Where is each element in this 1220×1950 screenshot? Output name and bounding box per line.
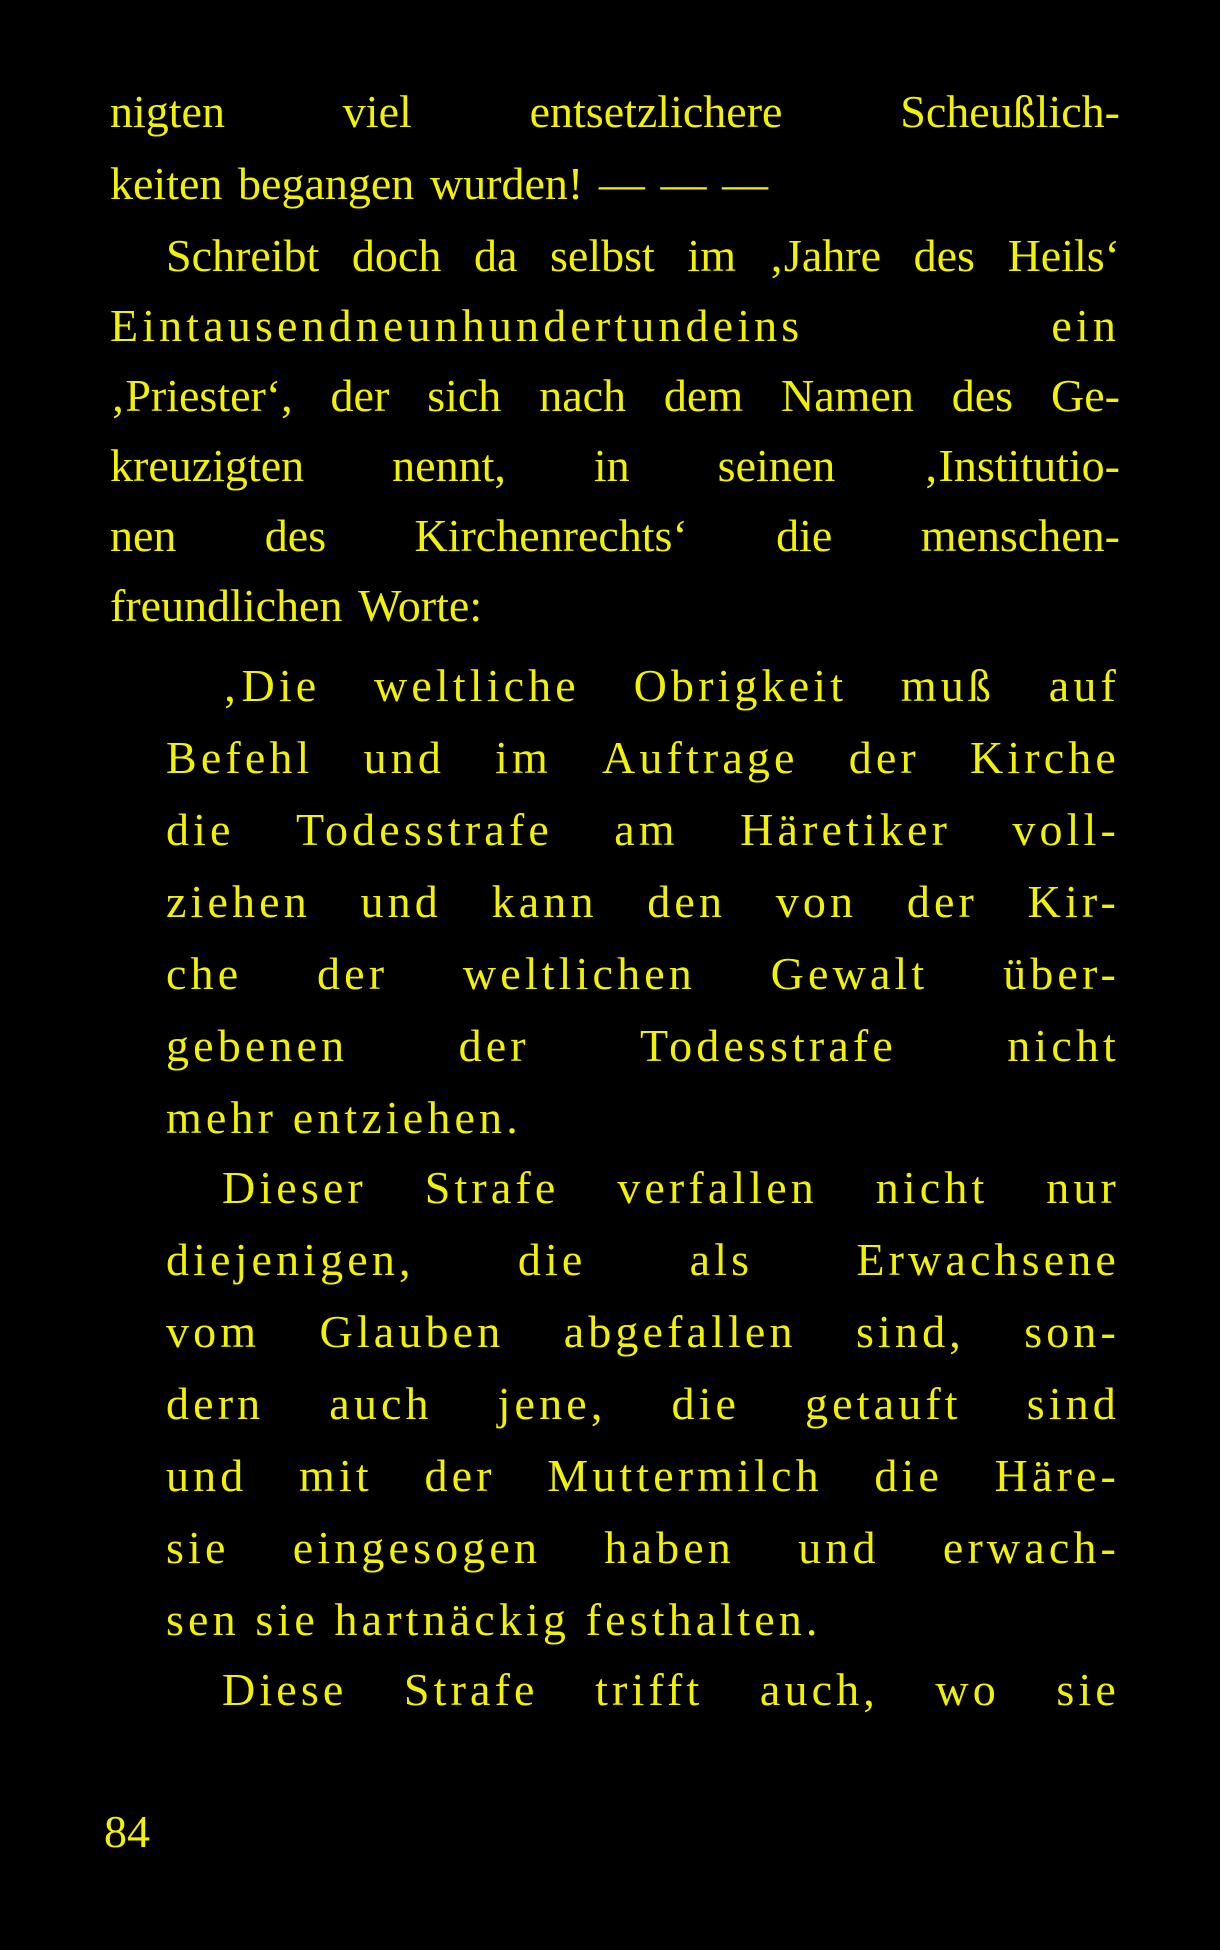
word: Todesstrafe	[295, 804, 553, 855]
quote-line	[166, 1446, 1120, 1506]
word: ein	[1051, 300, 1120, 351]
word: Heils‘	[1007, 230, 1120, 281]
page-number: 84	[104, 1806, 150, 1857]
word: haben	[604, 1522, 735, 1573]
word: sich	[427, 370, 502, 421]
word: freundlichen	[110, 580, 343, 631]
word: Strafe	[403, 1664, 539, 1715]
word: muß	[900, 660, 996, 711]
word: auch	[329, 1378, 433, 1429]
word: auch,	[759, 1664, 879, 1715]
word: abgefallen	[563, 1306, 797, 1357]
word: auf	[1048, 660, 1120, 711]
word: begangen	[238, 158, 415, 209]
word: wurden!	[429, 158, 584, 209]
word: als	[689, 1234, 754, 1285]
word: eingesogen	[292, 1522, 542, 1573]
word: seinen	[717, 440, 836, 491]
quote-line	[166, 800, 1120, 860]
text-line	[166, 226, 1120, 286]
word: sie	[1056, 1664, 1120, 1715]
word: Ge-	[1050, 370, 1120, 421]
word: Gewalt	[770, 948, 929, 999]
word: sen	[166, 1594, 240, 1645]
quote-line	[222, 1158, 1120, 1218]
word: getauft	[805, 1378, 962, 1429]
word: Erwachsene	[856, 1234, 1120, 1285]
text-line	[110, 82, 1120, 142]
word: mit	[299, 1450, 373, 1501]
word: Kir-	[1027, 876, 1120, 927]
word: vom	[166, 1306, 261, 1357]
word: son-	[1024, 1306, 1120, 1357]
word: gebenen	[166, 1020, 349, 1071]
word: und	[798, 1522, 880, 1573]
text-line	[110, 576, 1120, 636]
word: erwach-	[942, 1522, 1120, 1573]
word: die	[166, 804, 235, 855]
quote-line	[166, 1016, 1120, 1076]
word: viel	[342, 86, 412, 137]
word: da	[473, 230, 518, 281]
word: entziehen.	[292, 1092, 522, 1143]
word: sind	[1026, 1378, 1120, 1429]
word: kann	[491, 876, 598, 927]
word: Todesstrafe	[640, 1020, 897, 1071]
word: dern	[166, 1378, 265, 1429]
word: der	[906, 876, 978, 927]
word: menschen-	[920, 510, 1120, 561]
word: der	[848, 732, 920, 783]
word: selbst	[550, 230, 655, 281]
word: ziehen	[166, 876, 311, 927]
word: und	[166, 1450, 248, 1501]
word: Dieser	[222, 1162, 367, 1213]
text-line	[110, 436, 1120, 496]
word: hartnäckig	[334, 1594, 571, 1645]
word: Kirchenrechts‘	[414, 510, 688, 561]
word: diejenigen,	[166, 1234, 415, 1285]
word: im	[495, 732, 552, 783]
word: kreuzigten	[110, 440, 305, 491]
word: die	[874, 1450, 943, 1501]
word: nennt,	[392, 440, 506, 491]
word: Worte:	[358, 580, 483, 631]
word: des	[913, 230, 975, 281]
word: in	[593, 440, 630, 491]
word: ‚Die	[222, 660, 321, 711]
word: die	[517, 1234, 587, 1285]
word: im	[687, 230, 736, 281]
word: des	[264, 510, 327, 561]
quote-line	[222, 656, 1120, 716]
word: am	[614, 804, 679, 855]
word: —	[722, 158, 769, 209]
word: nen	[110, 510, 177, 561]
word: mehr	[166, 1092, 278, 1143]
quote-line	[166, 1302, 1120, 1362]
word: Obrigkeit	[633, 660, 848, 711]
word: nigten	[110, 86, 225, 137]
word: von	[775, 876, 858, 927]
word: Muttermilch	[547, 1450, 823, 1501]
word: die	[776, 510, 833, 561]
word: Schreibt	[166, 230, 320, 281]
word: trifft	[595, 1664, 704, 1715]
word: nach	[539, 370, 627, 421]
word: nur	[1046, 1162, 1120, 1213]
word: den	[647, 876, 727, 927]
word: über-	[1003, 948, 1120, 999]
word: Glauben	[319, 1306, 505, 1357]
word: und	[363, 732, 445, 783]
word: —	[660, 158, 707, 209]
word: Scheußlich-	[900, 86, 1120, 137]
quote-line	[166, 728, 1120, 788]
word: doch	[351, 230, 442, 281]
word: die	[671, 1378, 741, 1429]
word: ‚Jahre	[768, 230, 881, 281]
quote-line	[166, 1374, 1120, 1434]
word: weltlichen	[462, 948, 696, 999]
word: Kirche	[969, 732, 1120, 783]
word: Befehl	[166, 732, 314, 783]
text-line	[110, 506, 1120, 566]
text-line	[110, 296, 1120, 356]
word: sie	[255, 1594, 319, 1645]
word: jene,	[497, 1378, 607, 1429]
word: ‚Priester‘,	[110, 370, 293, 421]
word: weltliche	[374, 660, 580, 711]
text-line	[110, 154, 1120, 214]
quote-line	[166, 944, 1120, 1004]
word: wo	[935, 1664, 1000, 1715]
word: Häretiker	[740, 804, 952, 855]
quote-line	[166, 1590, 1120, 1650]
word: Namen	[781, 370, 914, 421]
word: des	[951, 370, 1014, 421]
word: dem	[663, 370, 744, 421]
word: nicht	[875, 1162, 989, 1213]
word: —	[598, 158, 645, 209]
word: entsetzlichere	[529, 86, 783, 137]
word: voll-	[1012, 804, 1120, 855]
word: nicht	[1007, 1020, 1120, 1071]
word: Strafe	[424, 1162, 560, 1213]
word: sind,	[855, 1306, 965, 1357]
word: Auftrage	[602, 732, 799, 783]
word: festhalten.	[585, 1594, 822, 1645]
quote-line	[166, 1088, 1120, 1148]
word: keiten	[110, 158, 223, 209]
text-line	[110, 366, 1120, 426]
word: der	[424, 1450, 496, 1501]
word: ‚Institutio-	[923, 440, 1120, 491]
word: che	[166, 948, 243, 999]
quote-line	[222, 1660, 1120, 1720]
word: Häre-	[994, 1450, 1120, 1501]
word: Eintausendneunhundertundeins	[110, 300, 804, 351]
word: der	[458, 1020, 530, 1071]
word: verfallen	[617, 1162, 818, 1213]
word: der	[330, 370, 390, 421]
word: der	[317, 948, 389, 999]
quote-line	[166, 872, 1120, 932]
quote-line	[166, 1230, 1120, 1290]
word: und	[360, 876, 442, 927]
word: Diese	[222, 1664, 348, 1715]
quote-line	[166, 1518, 1120, 1578]
word: sie	[166, 1522, 230, 1573]
